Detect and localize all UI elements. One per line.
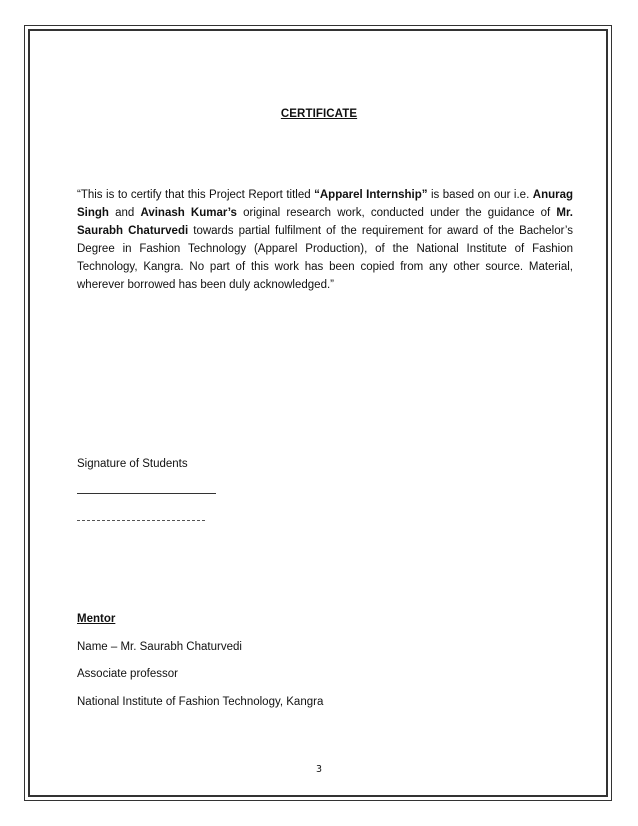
mentor-role: Associate professor [77,668,178,680]
page-border-inner [28,29,608,797]
signature-line-1 [77,493,216,494]
certificate-text-1: “This is to certify that this Project Report titled [77,189,315,201]
page-number: 3 [315,764,323,775]
signature-heading: Signature of Students [77,458,188,470]
certificate-text-3: and [108,207,141,219]
student-name-2: Avinash Kumar’s [140,207,237,219]
mentor-institute: National Institute of Fashion Technology, Kangra [77,696,324,708]
project-title: “Apparel Internship” [314,189,428,201]
mentor-heading: Mentor [77,613,116,625]
guide-name: Mr. Saurabh Chaturvedi [77,207,573,237]
mentor-name: Name – Mr. Saurabh Chaturvedi [77,641,242,653]
certificate-paragraph [77,186,573,294]
student-name-1: Anurag Singh [77,189,574,219]
certificate-text-5: towards partial fulfilment of the requirement for award of the Bachelor’s Degree in Fashion Technology (Apparel Production), of the National Institute of Fashion Technology, Kangra. No part of this work has been copied from any other source. Material, wherever borrowed has been duly acknowledged.” [77,225,573,291]
signature-line-2 [77,520,205,521]
certificate-text-2: is based on our i.e. [427,189,533,201]
certificate-text-4: original research work, conducted under the guidance of [236,207,557,219]
certificate-title: CERTIFICATE [280,108,358,120]
